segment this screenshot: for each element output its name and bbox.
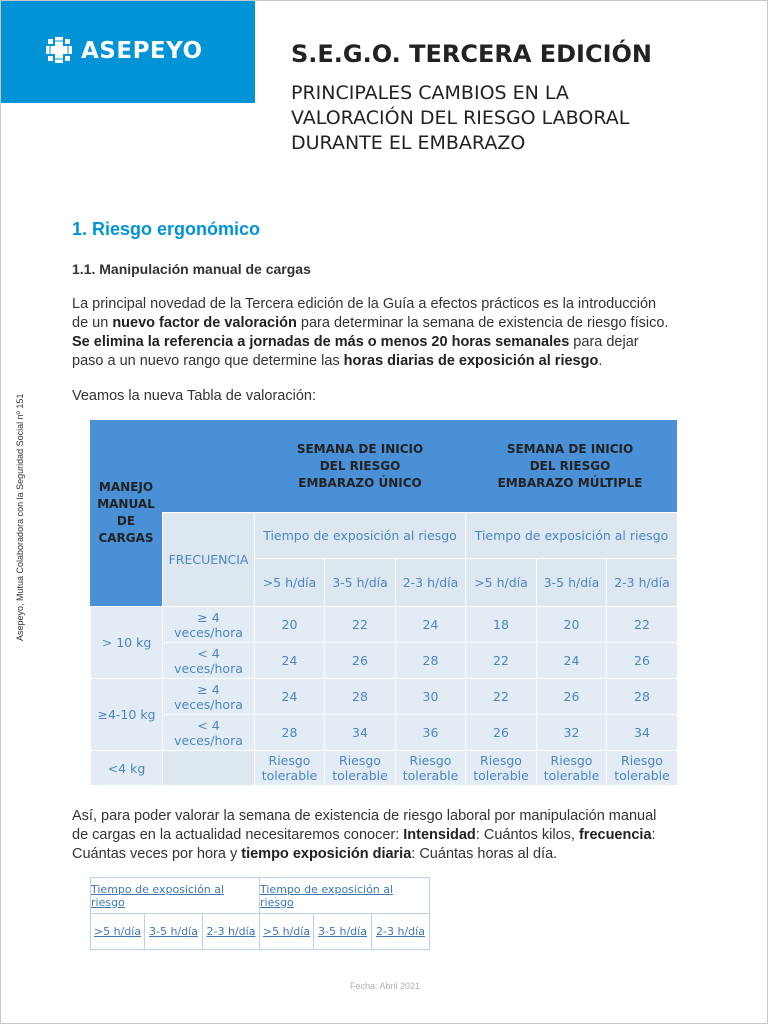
weight-label: ≥4-10 kg	[90, 678, 162, 750]
table-cell: 34	[324, 714, 395, 750]
frequency-label: < 4 veces/hora	[162, 642, 254, 678]
header-multiple-pregnancy: SEMANA DE INICIO DEL RIESGO EMBARAZO MÚLTIPLE	[495, 430, 645, 502]
table-cell: Riesgo tolerable	[536, 750, 606, 785]
paragraph-line: Así, para poder valorar la semana de existencia de riesgo laboral por manipulación manual	[72, 808, 657, 824]
document-subtitle	[291, 81, 741, 156]
table-cell: 26	[536, 678, 606, 714]
table-cell: 30	[395, 678, 465, 714]
summary-range: 3-5 h/día	[145, 914, 203, 949]
cross-logo-icon	[46, 37, 72, 63]
footer-date: Fecha: Abril 2021	[349, 981, 421, 991]
table-cell: Riesgo tolerable	[254, 750, 324, 785]
table-cell: Riesgo tolerable	[606, 750, 677, 785]
weight-label: > 10 kg	[90, 606, 162, 678]
paragraph-line: Cuántas veces por hora y tiempo exposición diaria: Cuántas horas al día.	[72, 846, 558, 862]
table-cell: 28	[324, 678, 395, 714]
brand-banner	[1, 1, 255, 103]
table-cell: 26	[465, 714, 536, 750]
paragraph-line: de cargas en la actualidad necesitaremos conocer: Intensidad: Cuántos kilos, frecuencia:	[72, 827, 656, 843]
table-cell: 36	[395, 714, 465, 750]
table-cell: 28	[254, 714, 324, 750]
intro-paragraph	[72, 295, 698, 371]
exposure-range: 3-5 h/día	[324, 558, 395, 606]
exposure-range: 3-5 h/día	[536, 558, 606, 606]
table-cell: 28	[606, 678, 677, 714]
summary-header: Tiempo de exposición al riesgo	[260, 878, 429, 914]
table-cell: 26	[324, 642, 395, 678]
table-cell: 28	[395, 642, 465, 678]
header-frequency: FRECUENCIA	[162, 512, 254, 606]
table-cell: Riesgo tolerable	[465, 750, 536, 785]
table-cell: 24	[254, 678, 324, 714]
table-cell: 22	[324, 606, 395, 642]
summary-header: Tiempo de exposición al riesgo	[91, 878, 260, 914]
exposure-summary-table	[90, 877, 430, 950]
summary-range: >5 h/día	[91, 914, 145, 949]
side-legal-text: Asepeyo, Mutua Colaboradora con la Seguridad Social nº 151	[15, 393, 25, 641]
table-cell: 22	[465, 678, 536, 714]
closing-paragraph	[72, 807, 698, 864]
frequency-label: < 4 veces/hora	[162, 714, 254, 750]
frequency-empty	[162, 750, 254, 785]
table-cell: Riesgo tolerable	[324, 750, 395, 785]
frequency-label: ≥ 4 veces/hora	[162, 606, 254, 642]
table-cell: 24	[536, 642, 606, 678]
paragraph-line: Se elimina la referencia a jornadas de más o menos 20 horas semanales para dejar	[72, 334, 639, 350]
table-cell: 20	[536, 606, 606, 642]
paragraph-line: de un nuevo factor de valoración para determinar la semana de existencia de riesgo físico.	[72, 315, 669, 331]
subtitle-line: VALORACIÓN DEL RIESGO LABORAL	[291, 107, 630, 129]
summary-range: 2-3 h/día	[203, 914, 260, 949]
exposure-header: Tiempo de exposición al riesgo	[254, 512, 465, 558]
table-intro-text: Veamos la nueva Tabla de valoración:	[72, 388, 316, 404]
summary-range: >5 h/día	[260, 914, 314, 949]
table-cell: 18	[465, 606, 536, 642]
document-title: S.E.G.O. TERCERA EDICIÓN	[291, 40, 653, 68]
exposure-range: >5 h/día	[465, 558, 536, 606]
exposure-range: 2-3 h/día	[606, 558, 677, 606]
exposure-header: Tiempo de exposición al riesgo	[465, 512, 677, 558]
table-cell: 24	[254, 642, 324, 678]
exposure-range: >5 h/día	[254, 558, 324, 606]
brand-name: ASEPEYO	[81, 38, 203, 64]
table-cell: 22	[606, 606, 677, 642]
table-cell: Riesgo tolerable	[395, 750, 465, 785]
section-heading: 1. Riesgo ergonómico	[72, 219, 261, 239]
valuation-table	[90, 420, 677, 785]
table-cell: 34	[606, 714, 677, 750]
table-cell: 20	[254, 606, 324, 642]
summary-range: 3-5 h/día	[314, 914, 372, 949]
table-cell: 24	[395, 606, 465, 642]
frequency-label: ≥ 4 veces/hora	[162, 678, 254, 714]
table-cell: 26	[606, 642, 677, 678]
summary-range: 2-3 h/día	[376, 925, 425, 938]
table-cell: 22	[465, 642, 536, 678]
header-single-pregnancy: SEMANA DE INICIO DEL RIESGO EMBARAZO ÚNICO	[290, 430, 430, 502]
header-manual-handling: MANEJO MANUAL DE CARGAS	[90, 420, 162, 606]
weight-label: <4 kg	[90, 750, 162, 785]
table-cell: 32	[536, 714, 606, 750]
paragraph-line: paso a un nuevo rango que determine las horas diarias de exposición al riesgo.	[72, 353, 603, 369]
exposure-range: 2-3 h/día	[395, 558, 465, 606]
paragraph-line: La principal novedad de la Tercera edición de la Guía a efectos prácticos es la introducción	[72, 296, 657, 312]
subtitle-line: PRINCIPALES CAMBIOS EN LA	[291, 82, 569, 104]
subtitle-line: DURANTE EL EMBARAZO	[291, 132, 526, 154]
subsection-heading: 1.1. Manipulación manual de cargas	[72, 261, 311, 277]
